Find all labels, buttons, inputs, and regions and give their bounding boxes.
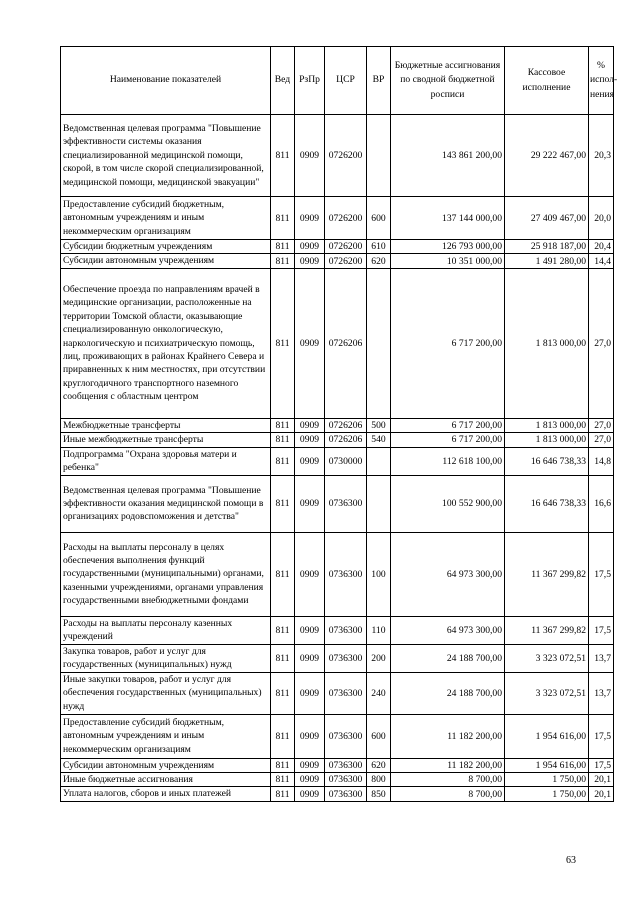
table-row xyxy=(61,418,614,432)
cell-name: Обеспечение проезда по направлениям врачей в медицинские организации, расположенные на территории Томской области, оказывающие специализированную онкологическую, наркологическую и психиатрическую помощь, лиц, проживающих в районах Крайнего Севера и приравненных к ним местностях, при отсутствии круглогодичного транспортного наземного сообщения с областным центром xyxy=(61,268,271,418)
cell-assignments: 6 717 200,00 xyxy=(391,418,505,432)
cell-csr: 0730000 xyxy=(325,447,367,475)
cell-csr: 0726206 xyxy=(325,268,367,418)
cell-rzpr: 0909 xyxy=(295,773,325,787)
cell-csr: 0726206 xyxy=(325,418,367,432)
cell-assignments: 126 793 000,00 xyxy=(391,240,505,254)
cell-ved: 811 xyxy=(271,475,295,532)
cell-cash-execution: 1 491 280,00 xyxy=(505,254,589,268)
cell-vr: 600 xyxy=(367,714,391,758)
cell-csr: 0736300 xyxy=(325,714,367,758)
cell-ved: 811 xyxy=(271,418,295,432)
cell-percent: 27,0 xyxy=(589,433,614,447)
cell-name: Иные закупки товаров, работ и услуг для обеспечения государственных (муниципальных) нужд xyxy=(61,672,271,714)
cell-ved: 811 xyxy=(271,644,295,672)
table-row xyxy=(61,773,614,787)
cell-vr xyxy=(367,268,391,418)
cell-percent: 27,0 xyxy=(589,268,614,418)
cell-name: Закупка товаров, работ и услуг для государственных (муниципальных) нужд xyxy=(61,644,271,672)
cell-csr: 0736300 xyxy=(325,773,367,787)
cell-assignments: 11 182 200,00 xyxy=(391,758,505,772)
cell-vr: 600 xyxy=(367,197,391,240)
cell-csr: 0736300 xyxy=(325,758,367,772)
cell-vr xyxy=(367,475,391,532)
cell-assignments: 24 188 700,00 xyxy=(391,672,505,714)
cell-rzpr: 0909 xyxy=(295,616,325,644)
cell-cash-execution: 27 409 467,00 xyxy=(505,197,589,240)
cell-name: Межбюджетные трансферты xyxy=(61,418,271,432)
cell-assignments: 8 700,00 xyxy=(391,787,505,801)
cell-percent: 14,4 xyxy=(589,254,614,268)
cell-cash-execution: 29 222 467,00 xyxy=(505,115,589,197)
cell-csr: 0726200 xyxy=(325,197,367,240)
cell-percent: 16,6 xyxy=(589,475,614,532)
cell-assignments: 11 182 200,00 xyxy=(391,714,505,758)
cell-assignments: 137 144 000,00 xyxy=(391,197,505,240)
cell-percent: 13,7 xyxy=(589,672,614,714)
page-number: 63 xyxy=(566,855,576,866)
table-row xyxy=(61,240,614,254)
table-row xyxy=(61,787,614,801)
cell-name: Ведомственная целевая программа "Повышение эффективности оказания медицинской помощи в организациях родовспоможения и детства" xyxy=(61,475,271,532)
cell-rzpr: 0909 xyxy=(295,787,325,801)
cell-name: Расходы на выплаты персоналу казенных учреждений xyxy=(61,616,271,644)
cell-name: Субсидии бюджетным учреждениям xyxy=(61,240,271,254)
cell-vr xyxy=(367,115,391,197)
cell-percent: 20,3 xyxy=(589,115,614,197)
cell-csr: 0736300 xyxy=(325,616,367,644)
cell-vr: 500 xyxy=(367,418,391,432)
cell-percent: 14,8 xyxy=(589,447,614,475)
cell-vr: 200 xyxy=(367,644,391,672)
cell-percent: 17,5 xyxy=(589,532,614,616)
cell-percent: 20,4 xyxy=(589,240,614,254)
cell-vr: 620 xyxy=(367,758,391,772)
cell-csr: 0726200 xyxy=(325,240,367,254)
cell-percent: 17,5 xyxy=(589,616,614,644)
cell-rzpr: 0909 xyxy=(295,475,325,532)
cell-name: Расходы на выплаты персоналу в целях обеспечения выполнения функций государственными (муниципальными) органами, казенными учреждениями, органами управления государственными внебюджетными фондами xyxy=(61,532,271,616)
table-row xyxy=(61,197,614,240)
cell-rzpr: 0909 xyxy=(295,447,325,475)
header-ved: Вед xyxy=(271,47,295,115)
cell-csr: 0726200 xyxy=(325,254,367,268)
cell-rzpr: 0909 xyxy=(295,532,325,616)
cell-cash-execution: 16 646 738,33 xyxy=(505,447,589,475)
cell-cash-execution: 1 813 000,00 xyxy=(505,418,589,432)
cell-ved: 811 xyxy=(271,268,295,418)
cell-cash-execution: 1 750,00 xyxy=(505,787,589,801)
cell-rzpr: 0909 xyxy=(295,644,325,672)
cell-csr: 0726206 xyxy=(325,433,367,447)
cell-assignments: 6 717 200,00 xyxy=(391,268,505,418)
cell-assignments: 24 188 700,00 xyxy=(391,644,505,672)
cell-cash-execution: 1 954 616,00 xyxy=(505,758,589,772)
cell-vr: 110 xyxy=(367,616,391,644)
cell-cash-execution: 3 323 072,51 xyxy=(505,644,589,672)
cell-name: Иные межбюджетные трансферты xyxy=(61,433,271,447)
table-row xyxy=(61,714,614,758)
cell-assignments: 10 351 000,00 xyxy=(391,254,505,268)
cell-vr: 620 xyxy=(367,254,391,268)
cell-rzpr: 0909 xyxy=(295,672,325,714)
cell-ved: 811 xyxy=(271,254,295,268)
cell-vr: 240 xyxy=(367,672,391,714)
cell-assignments: 112 618 100,00 xyxy=(391,447,505,475)
table-row xyxy=(61,532,614,616)
cell-ved: 811 xyxy=(271,616,295,644)
cell-ved: 811 xyxy=(271,758,295,772)
cell-percent: 13,7 xyxy=(589,644,614,672)
table-row xyxy=(61,475,614,532)
cell-ved: 811 xyxy=(271,714,295,758)
table-row xyxy=(61,616,614,644)
cell-name: Подпрограмма "Охрана здоровья матери и ребенка" xyxy=(61,447,271,475)
table-row xyxy=(61,254,614,268)
cell-assignments: 6 717 200,00 xyxy=(391,433,505,447)
cell-name: Уплата налогов, сборов и иных платежей xyxy=(61,787,271,801)
cell-percent: 20,1 xyxy=(589,787,614,801)
cell-rzpr: 0909 xyxy=(295,197,325,240)
cell-assignments: 64 973 300,00 xyxy=(391,532,505,616)
cell-ved: 811 xyxy=(271,240,295,254)
cell-rzpr: 0909 xyxy=(295,240,325,254)
budget-table xyxy=(60,46,618,802)
header-name: Наименование показателей xyxy=(61,47,271,115)
cell-rzpr: 0909 xyxy=(295,433,325,447)
cell-csr: 0736300 xyxy=(325,644,367,672)
cell-rzpr: 0909 xyxy=(295,115,325,197)
cell-ved: 811 xyxy=(271,672,295,714)
header-vr: ВР xyxy=(367,47,391,115)
cell-vr: 800 xyxy=(367,773,391,787)
cell-rzpr: 0909 xyxy=(295,268,325,418)
cell-ved: 811 xyxy=(271,447,295,475)
cell-cash-execution: 11 367 299,82 xyxy=(505,532,589,616)
cell-name: Предоставление субсидий бюджетным, автономным учреждениям и иным некоммерческим организациям xyxy=(61,714,271,758)
table-body xyxy=(61,115,614,802)
cell-percent: 17,5 xyxy=(589,714,614,758)
table-row xyxy=(61,758,614,772)
table-row xyxy=(61,115,614,197)
cell-csr: 0726200 xyxy=(325,115,367,197)
header-rzpr: РзПр xyxy=(295,47,325,115)
table-row xyxy=(61,447,614,475)
cell-rzpr: 0909 xyxy=(295,254,325,268)
cell-percent: 20,0 xyxy=(589,197,614,240)
header-cash-execution: Кассовое исполнение xyxy=(505,47,589,115)
table-row xyxy=(61,644,614,672)
cell-csr: 0736300 xyxy=(325,475,367,532)
cell-ved: 811 xyxy=(271,197,295,240)
cell-cash-execution: 3 323 072,51 xyxy=(505,672,589,714)
cell-rzpr: 0909 xyxy=(295,418,325,432)
cell-name: Иные бюджетные ассигнования xyxy=(61,773,271,787)
cell-vr: 540 xyxy=(367,433,391,447)
cell-ved: 811 xyxy=(271,532,295,616)
table-header-row xyxy=(61,47,614,115)
cell-cash-execution: 1 813 000,00 xyxy=(505,433,589,447)
cell-vr: 850 xyxy=(367,787,391,801)
cell-rzpr: 0909 xyxy=(295,758,325,772)
cell-ved: 811 xyxy=(271,115,295,197)
table-row xyxy=(61,672,614,714)
cell-csr: 0736300 xyxy=(325,672,367,714)
cell-cash-execution: 1 954 616,00 xyxy=(505,714,589,758)
cell-vr: 100 xyxy=(367,532,391,616)
table-row xyxy=(61,268,614,418)
header-csr: ЦСР xyxy=(325,47,367,115)
cell-name: Субсидии автономным учреждениям xyxy=(61,254,271,268)
cell-percent: 27,0 xyxy=(589,418,614,432)
cell-cash-execution: 25 918 187,00 xyxy=(505,240,589,254)
cell-ved: 811 xyxy=(271,787,295,801)
cell-cash-execution: 11 367 299,82 xyxy=(505,616,589,644)
cell-name: Предоставление субсидий бюджетным, автономным учреждениям и иным некоммерческим организациям xyxy=(61,197,271,240)
cell-ved: 811 xyxy=(271,433,295,447)
cell-assignments: 143 861 200,00 xyxy=(391,115,505,197)
cell-cash-execution: 1 750,00 xyxy=(505,773,589,787)
table-row xyxy=(61,433,614,447)
cell-assignments: 8 700,00 xyxy=(391,773,505,787)
header-assignments: Бюджетные ассигнования по сводной бюджетной росписи xyxy=(391,47,505,115)
cell-csr: 0736300 xyxy=(325,532,367,616)
cell-percent: 20,1 xyxy=(589,773,614,787)
cell-assignments: 64 973 300,00 xyxy=(391,616,505,644)
cell-ved: 811 xyxy=(271,773,295,787)
cell-rzpr: 0909 xyxy=(295,714,325,758)
cell-cash-execution: 16 646 738,33 xyxy=(505,475,589,532)
cell-name: Субсидии автономным учреждениям xyxy=(61,758,271,772)
header-percent: % испол-нения xyxy=(589,47,614,115)
cell-percent: 17,5 xyxy=(589,758,614,772)
cell-cash-execution: 1 813 000,00 xyxy=(505,268,589,418)
cell-assignments: 100 552 900,00 xyxy=(391,475,505,532)
cell-vr xyxy=(367,447,391,475)
cell-vr: 610 xyxy=(367,240,391,254)
cell-csr: 0736300 xyxy=(325,787,367,801)
cell-name: Ведомственная целевая программа "Повышение эффективности системы оказания специализированной медицинской помощи, скорой, в том числе скорой специализированной, медицинской помощи, медицинской эвакуации" xyxy=(61,115,271,197)
